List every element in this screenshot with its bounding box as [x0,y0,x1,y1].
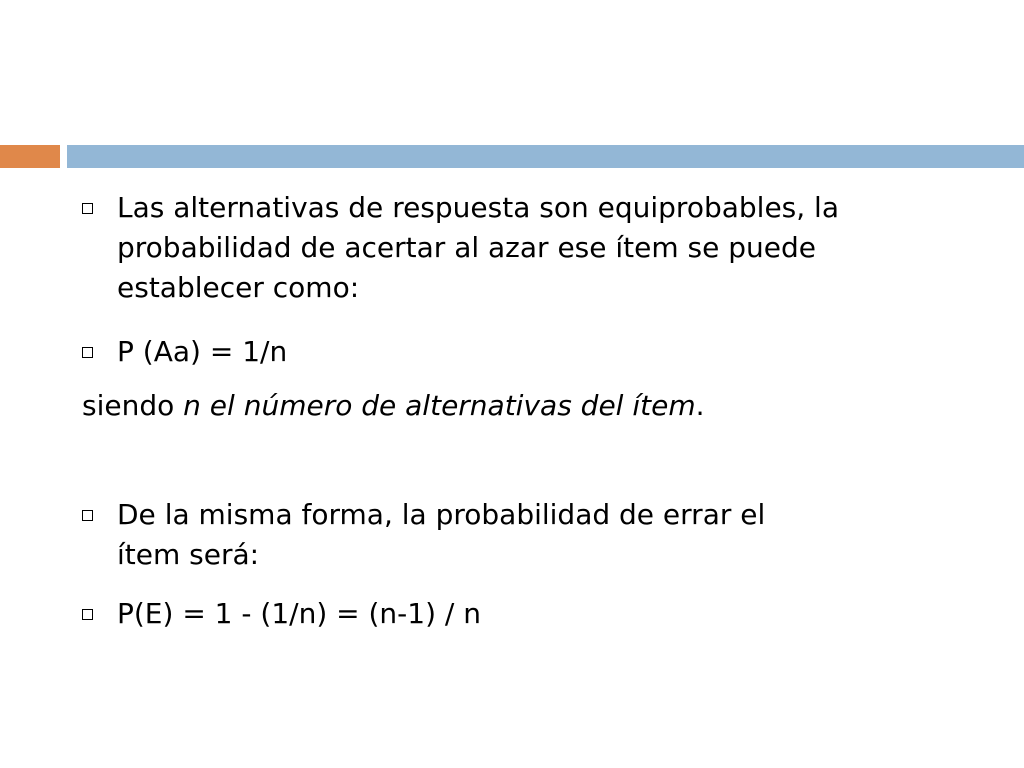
note-prefix: siendo [82,389,184,422]
header-main-bar [67,145,1024,168]
bullet-text: Las alternativas de respuesta son equiprobables, la probabilidad de acertar al azar ese ítem se puede establecer como: [117,191,839,304]
note-italic: n el número de alternativas del ítem [183,389,696,422]
header-accent-bar [0,145,60,168]
square-bullet-icon [82,347,93,358]
bullet-text: De la misma forma, la probabilidad de errar el ítem será: [117,498,766,571]
square-bullet-icon [82,510,93,521]
note-suffix: . [695,389,705,422]
bullet-item [82,332,982,372]
bullet-item [82,188,982,308]
bullet-text: P(E) = 1 - (1/n) = (n-1) / n [117,597,481,630]
bullet-item [82,594,982,634]
square-bullet-icon [82,609,93,620]
note-line [82,386,982,426]
bullet-item [82,495,982,575]
square-bullet-icon [82,203,93,214]
bullet-text: P (Aa) = 1/n [117,335,288,368]
